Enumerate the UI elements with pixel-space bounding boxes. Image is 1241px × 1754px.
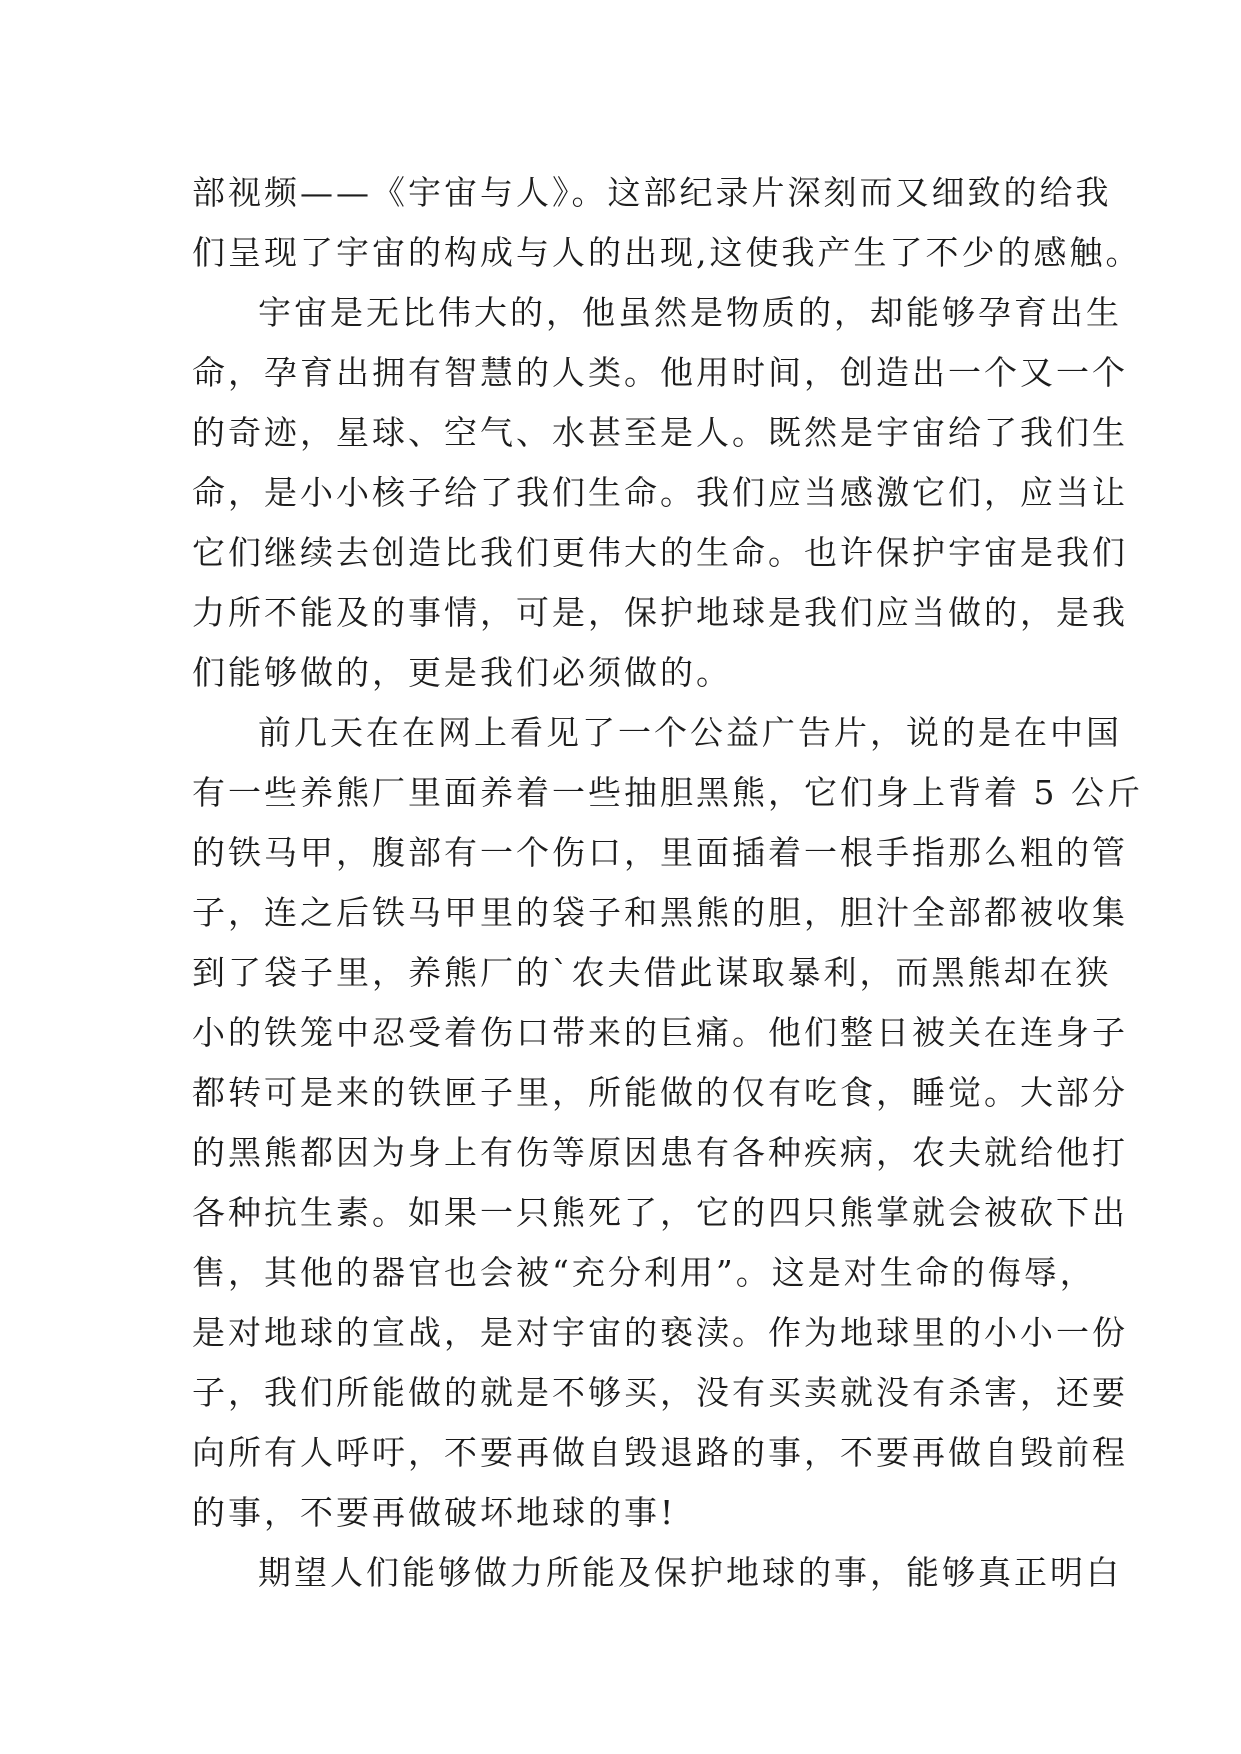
text-line: 的事，不要再做破坏地球的事! <box>192 1493 677 1532</box>
text-line: 们能够做的，更是我们必须做的。 <box>192 653 732 692</box>
text-line: 它们继续去创造比我们更伟大的生命。也许保护宇宙是我们 <box>192 533 1128 572</box>
text-line: 的铁马甲，腹部有一个伤口，里面插着一根手指那么粗的管 <box>192 833 1128 872</box>
text-line: 有一些养熊厂里面养着一些抽胆黑熊，它们身上背着 5 公斤 <box>192 773 1143 812</box>
document-body <box>192 163 1143 1603</box>
text-line: 小的铁笼中忍受着伤口带来的巨痛。他们整日被关在连身子 <box>192 1013 1128 1052</box>
text-line: 命，孕育出拥有智慧的人类。他用时间，创造出一个又一个 <box>192 353 1128 392</box>
text-line: 子，连之后铁马甲里的袋子和黑熊的胆，胆汁全部都被收集 <box>192 893 1128 932</box>
text-line: 的奇迹，星球、空气、水甚至是人。既然是宇宙给了我们生 <box>192 413 1128 452</box>
text-line: 部视频——《宇宙与人》。这部纪录片深刻而又细致的给我 <box>192 173 1112 212</box>
text-line: 各种抗生素。如果一只熊死了，它的四只熊掌就会被砍下出 <box>192 1193 1128 1232</box>
text-line: 们呈现了宇宙的构成与人的出现,这使我产生了不少的感触。 <box>192 233 1142 272</box>
text-line: 都转可是来的铁匣子里，所能做的仅有吃食，睡觉。大部分 <box>192 1073 1128 1112</box>
text-line: 是对地球的宣战，是对宇宙的亵渎。作为地球里的小小一份 <box>192 1313 1128 1352</box>
text-line: 售，其他的器官也会被“充分利用”。这是对生命的侮辱， <box>192 1253 1096 1292</box>
text-line: 子，我们所能做的就是不够买，没有买卖就没有杀害，还要 <box>192 1373 1128 1412</box>
text-line: 到了袋子里，养熊厂的`农夫借此谋取暴利，而黑熊却在狭 <box>192 953 1112 992</box>
text-line: 的黑熊都因为身上有伤等原因患有各种疾病，农夫就给他打 <box>192 1133 1128 1172</box>
text-line: 命，是小小核子给了我们生命。我们应当感激它们，应当让 <box>192 473 1128 512</box>
paragraph-start-line: 宇宙是无比伟大的，他虽然是物质的，却能够孕育出生 <box>258 293 1122 332</box>
text-line: 力所不能及的事情，可是，保护地球是我们应当做的，是我 <box>192 593 1128 632</box>
paragraph-start-line: 期望人们能够做力所能及保护地球的事，能够真正明白 <box>258 1553 1122 1592</box>
paragraph-start-line: 前几天在在网上看见了一个公益广告片，说的是在中国 <box>258 713 1122 752</box>
text-line: 向所有人呼吁，不要再做自毁退路的事，不要再做自毁前程 <box>192 1433 1128 1472</box>
